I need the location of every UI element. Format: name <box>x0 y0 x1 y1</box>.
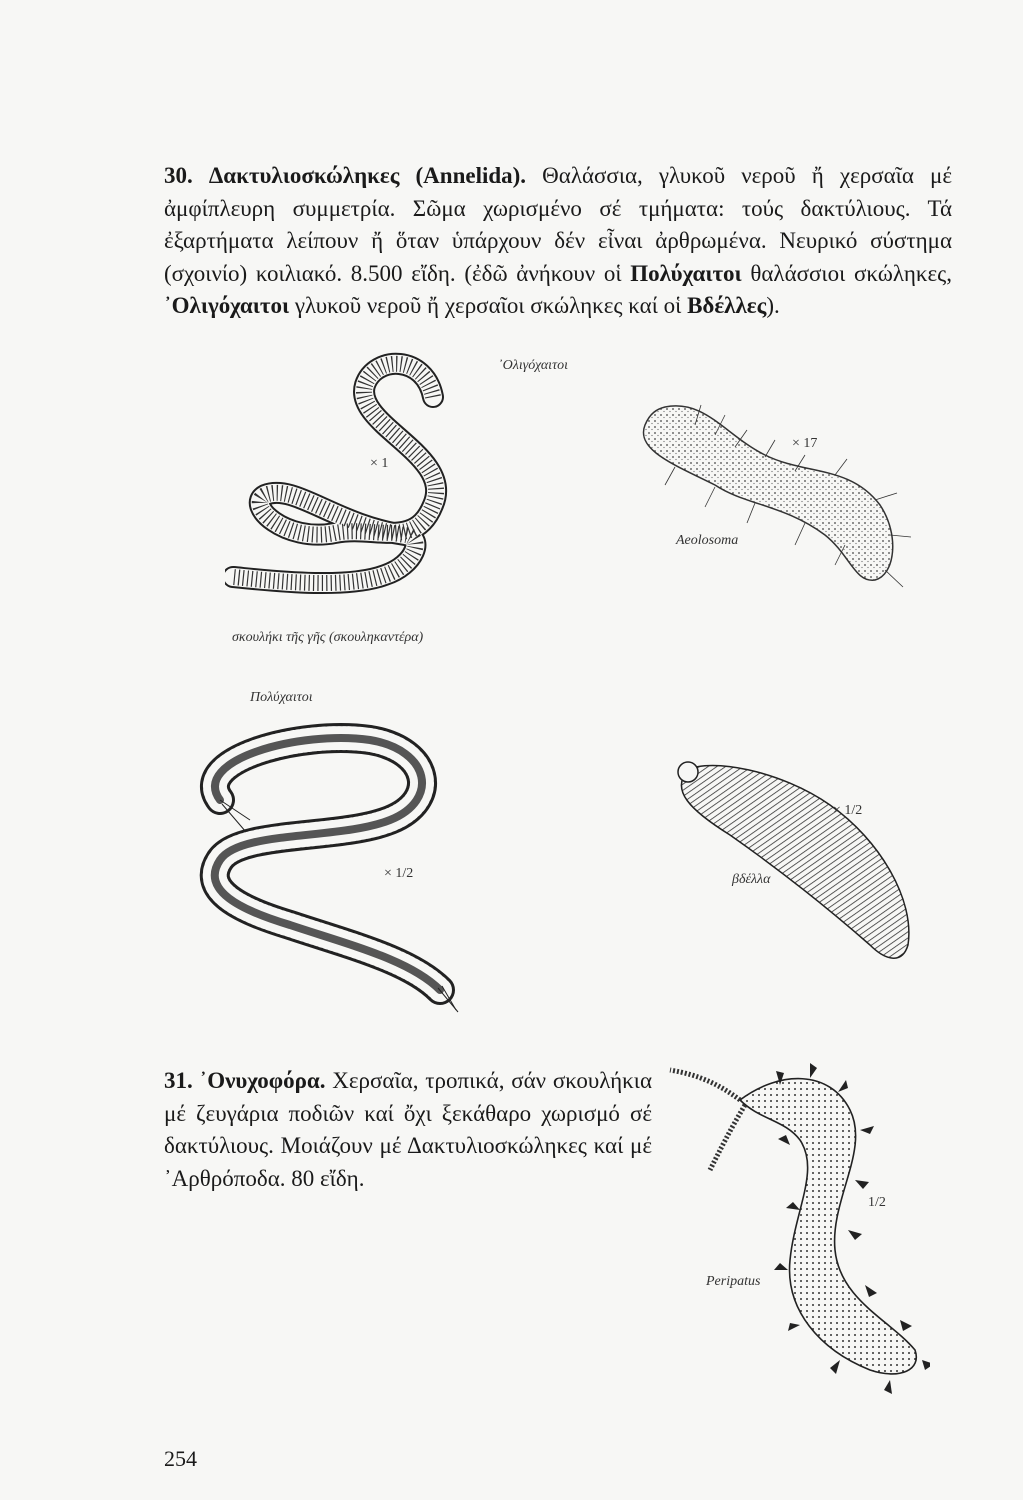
peripatus-scale: 1/2 <box>868 1195 886 1210</box>
section-30-number: 30. <box>164 163 193 188</box>
section-30-text-2: θαλάσσιοι σκώληκες, <box>741 260 952 286</box>
aeolosoma-caption: Aeolosoma <box>676 533 739 548</box>
section-30-text-1: Θαλάσσια, γλυκοῦ νεροῦ ἤ χερσαῖα μέ ἀμφίπλευρη συμμετρία. Σῶμα χωρισμένο σέ τμήματα: τούς δακτύλιους. Τά ἐξαρτήματα λείπουν ἤ ὅταν ὑπάρχουν δέν εἶναι ἀρθρωμένα. Νευρικό σύστημα (σχοινίο) κοιλιακό. 8.500 εἴδη. (ἐδῶ ἀνήκουν οἱ <box>164 163 952 286</box>
peripatus-illustration <box>660 1050 930 1400</box>
oligochaetes-label: ᾿Ολιγόχαιτοι <box>498 358 568 373</box>
section-31-text: Χερσαῖα, τροπικά, σάν σκουλήκια μέ ζευγάρια ποδιῶν καί ὄχι ξεκάθαρο χωρισμό σέ δακτύλιους. Μοιάζουν μέ Δακτυλιοσκώληκες καί μέ ᾿Αρθρόποδα. 80 εἴδη. <box>164 1068 653 1191</box>
polychaete-illustration <box>180 720 460 1015</box>
page-number: 254 <box>164 1446 197 1471</box>
aeolosoma-scale: × 17 <box>792 436 818 451</box>
section-31-paragraph <box>164 1065 652 1195</box>
section-30-title: Δακτυλιοσκώληκες (Annelida). <box>208 163 527 188</box>
section-31-title: ᾿Ονυχοφόρα. <box>199 1068 326 1093</box>
term-oligochaetes: ᾿Ολιγόχαιτοι <box>164 293 290 318</box>
term-leeches: Βδέλλες <box>687 293 767 318</box>
leech-scale: × 1/2 <box>833 803 863 818</box>
section-30-text-3: γλυκοῦ νεροῦ ἤ χερσαῖοι σκώληκες καί οἱ <box>289 293 688 318</box>
section-30-text-4: ). <box>766 293 780 318</box>
term-polychaetes: Πολύχαιτοι <box>630 260 742 286</box>
aeolosoma-illustration <box>635 395 920 605</box>
earthworm-illustration <box>225 345 465 615</box>
section-31-number: 31. <box>164 1068 193 1093</box>
polychaetes-label: Πολύχαιτοι <box>250 690 313 705</box>
earthworm-scale: × 1 <box>370 456 389 471</box>
leech-caption: βδέλλα <box>732 872 771 887</box>
section-30-paragraph <box>164 160 952 323</box>
earthworm-caption: σκουλήκι τῆς γῆς (σκουληκαντέρα) <box>232 630 424 645</box>
leech-illustration <box>670 750 920 970</box>
polychaete-scale: × 1/2 <box>384 866 414 881</box>
peripatus-caption: Peripatus <box>706 1274 761 1289</box>
